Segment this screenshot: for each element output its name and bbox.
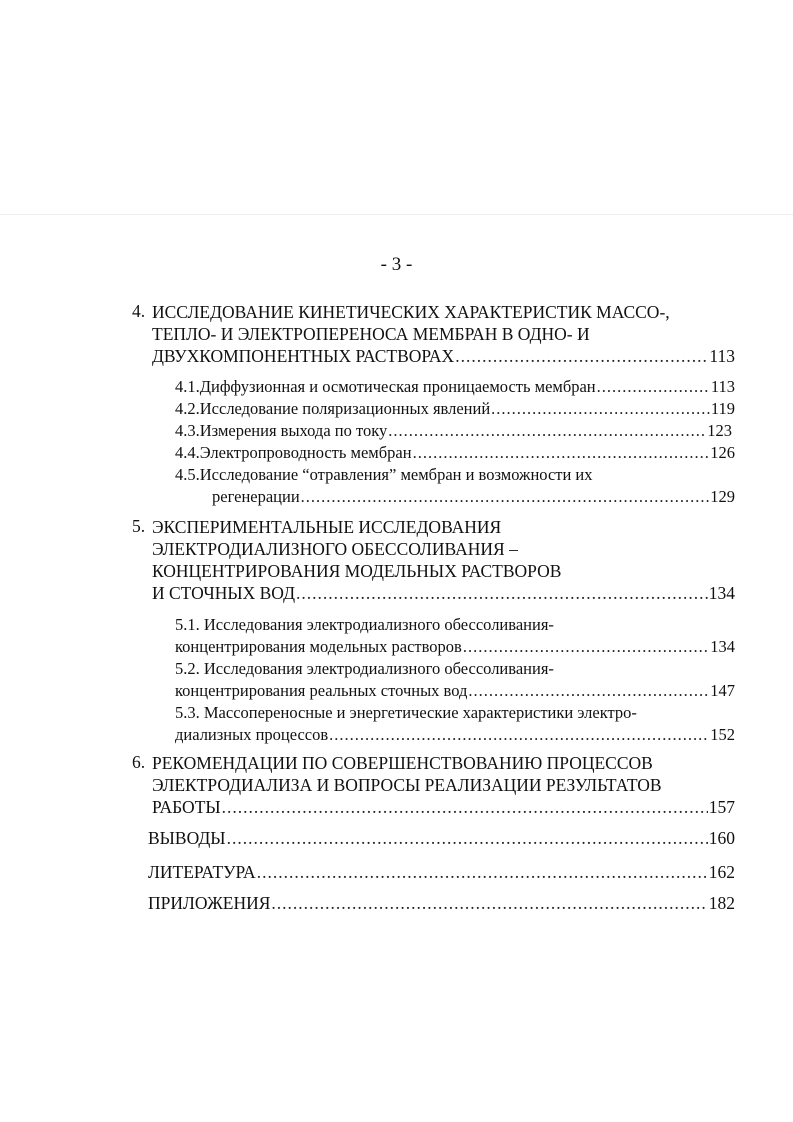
dot-leader <box>296 582 708 604</box>
section-4-title-line-3: ДВУХКОМПОНЕНТНЫХ РАСТВОРАХ <box>152 346 455 366</box>
subsection-5-2-title-line-2: концентрирования реальных сточных вод <box>175 681 468 700</box>
dot-leader <box>468 680 709 702</box>
dot-leader <box>491 398 710 420</box>
section-6-title-line-1: РЕКОМЕНДАЦИИ ПО СОВЕРШЕНСТВОВАНИЮ ПРОЦЕССОВ <box>152 753 653 773</box>
toc-entry-5-3[interactable] <box>175 724 735 746</box>
subsection-5-3-title-line-2: диализных процессов <box>175 725 329 744</box>
toc-entry-5-1[interactable] <box>175 636 735 658</box>
dot-leader <box>222 796 708 818</box>
dot-leader <box>463 636 709 658</box>
toc-entry-section-6[interactable] <box>152 796 735 818</box>
literature-page: 162 <box>708 862 735 882</box>
subsection-4-2-page: 119 <box>710 399 735 418</box>
toc-entry-section-4[interactable] <box>152 345 735 367</box>
section-5-title-line-1: ЭКСПЕРИМЕНТАЛЬНЫЕ ИССЛЕДОВАНИЯ <box>152 517 502 537</box>
appendices-title: ПРИЛОЖЕНИЯ <box>148 893 271 913</box>
section-4-page: 113 <box>709 346 735 366</box>
section-6-title-line-3: РАБОТЫ <box>152 797 221 817</box>
toc-entry-4-3[interactable] <box>175 420 732 442</box>
subsection-5-3-page: 152 <box>710 725 735 744</box>
section-4-title-line-2: ТЕПЛО- И ЭЛЕКТРОПЕРЕНОСА МЕМБРАН В ОДНО- И <box>152 324 590 344</box>
section-5-title-line-4: И СТОЧНЫХ ВОД <box>152 583 296 603</box>
subsection-5-2-page: 147 <box>710 681 735 700</box>
section-6-title-line-2: ЭЛЕКТРОДИАЛИЗА И ВОПРОСЫ РЕАЛИЗАЦИИ РЕЗУЛЬТАТОВ <box>152 775 662 795</box>
section-5-number: 5. <box>132 516 146 536</box>
section-4-title-line-1: ИССЛЕДОВАНИЕ КИНЕТИЧЕСКИХ ХАРАКТЕРИСТИК МАССО-, <box>152 302 670 322</box>
subsection-4-5-page: 129 <box>710 487 735 506</box>
conclusions-title: ВЫВОДЫ <box>148 828 226 848</box>
subsection-5-1-page: 134 <box>710 637 735 656</box>
toc-entry-4-5[interactable] <box>212 486 735 508</box>
subsection-4-3-title: 4.3.Измерения выхода по току <box>175 421 388 440</box>
subsection-4-5-title-line-1: 4.5.Исследование “отравления” мембран и возможности их <box>175 465 593 484</box>
subsection-5-3-title-line-1: 5.3. Массопереносные и энергетические характеристики электро- <box>175 703 637 722</box>
section-6-number: 6. <box>132 752 146 772</box>
dot-leader <box>597 376 710 398</box>
subsection-4-3-page: 123 <box>707 421 732 440</box>
subsection-5-1-title-line-1: 5.1. Исследования электродиализного обессоливания- <box>175 615 554 634</box>
page-number: - 3 - <box>380 254 413 275</box>
literature-title: ЛИТЕРАТУРА <box>148 862 256 882</box>
subsection-4-1-page: 113 <box>710 377 735 396</box>
toc-entry-conclusions[interactable] <box>148 827 735 849</box>
conclusions-page: 160 <box>708 828 735 848</box>
toc-entry-4-4[interactable] <box>175 442 735 464</box>
dot-leader <box>388 420 706 442</box>
dot-leader <box>455 345 708 367</box>
section-5-page: 134 <box>708 583 735 603</box>
toc-entry-appendices[interactable] <box>148 892 735 914</box>
subsection-5-2-title-line-1: 5.2. Исследования электродиализного обессоливания- <box>175 659 554 678</box>
toc-entry-4-2[interactable] <box>175 398 735 420</box>
section-5-title-line-2: ЭЛЕКТРОДИАЛИЗНОГО ОБЕССОЛИВАНИЯ – <box>152 539 518 559</box>
subsection-4-2-title: 4.2.Исследование поляризационных явлений <box>175 399 491 418</box>
dot-leader <box>227 827 708 849</box>
section-5-title-line-3: КОНЦЕНТРИРОВАНИЯ МОДЕЛЬНЫХ РАСТВОРОВ <box>152 561 562 581</box>
subsection-4-4-page: 126 <box>710 443 735 462</box>
subsection-4-5-title-line-2: регенерации <box>212 487 300 506</box>
dot-leader <box>301 486 710 508</box>
appendices-page: 182 <box>708 893 735 913</box>
toc-entry-literature[interactable] <box>148 861 735 883</box>
dot-leader <box>271 892 707 914</box>
dot-leader <box>329 724 709 746</box>
section-6-page: 157 <box>708 797 735 817</box>
dot-leader <box>413 442 710 464</box>
section-4-number: 4. <box>132 301 146 321</box>
subsection-4-4-title: 4.4.Электропроводность мембран <box>175 443 412 462</box>
subsection-5-1-title-line-2: концентрирования модельных растворов <box>175 637 462 656</box>
toc-entry-section-5[interactable] <box>152 582 735 604</box>
toc-entry-4-1[interactable] <box>175 376 735 398</box>
subsection-4-1-title: 4.1.Диффузионная и осмотическая проницаемость мембран <box>175 377 596 396</box>
dot-leader <box>257 861 708 883</box>
toc-entry-5-2[interactable] <box>175 680 735 702</box>
